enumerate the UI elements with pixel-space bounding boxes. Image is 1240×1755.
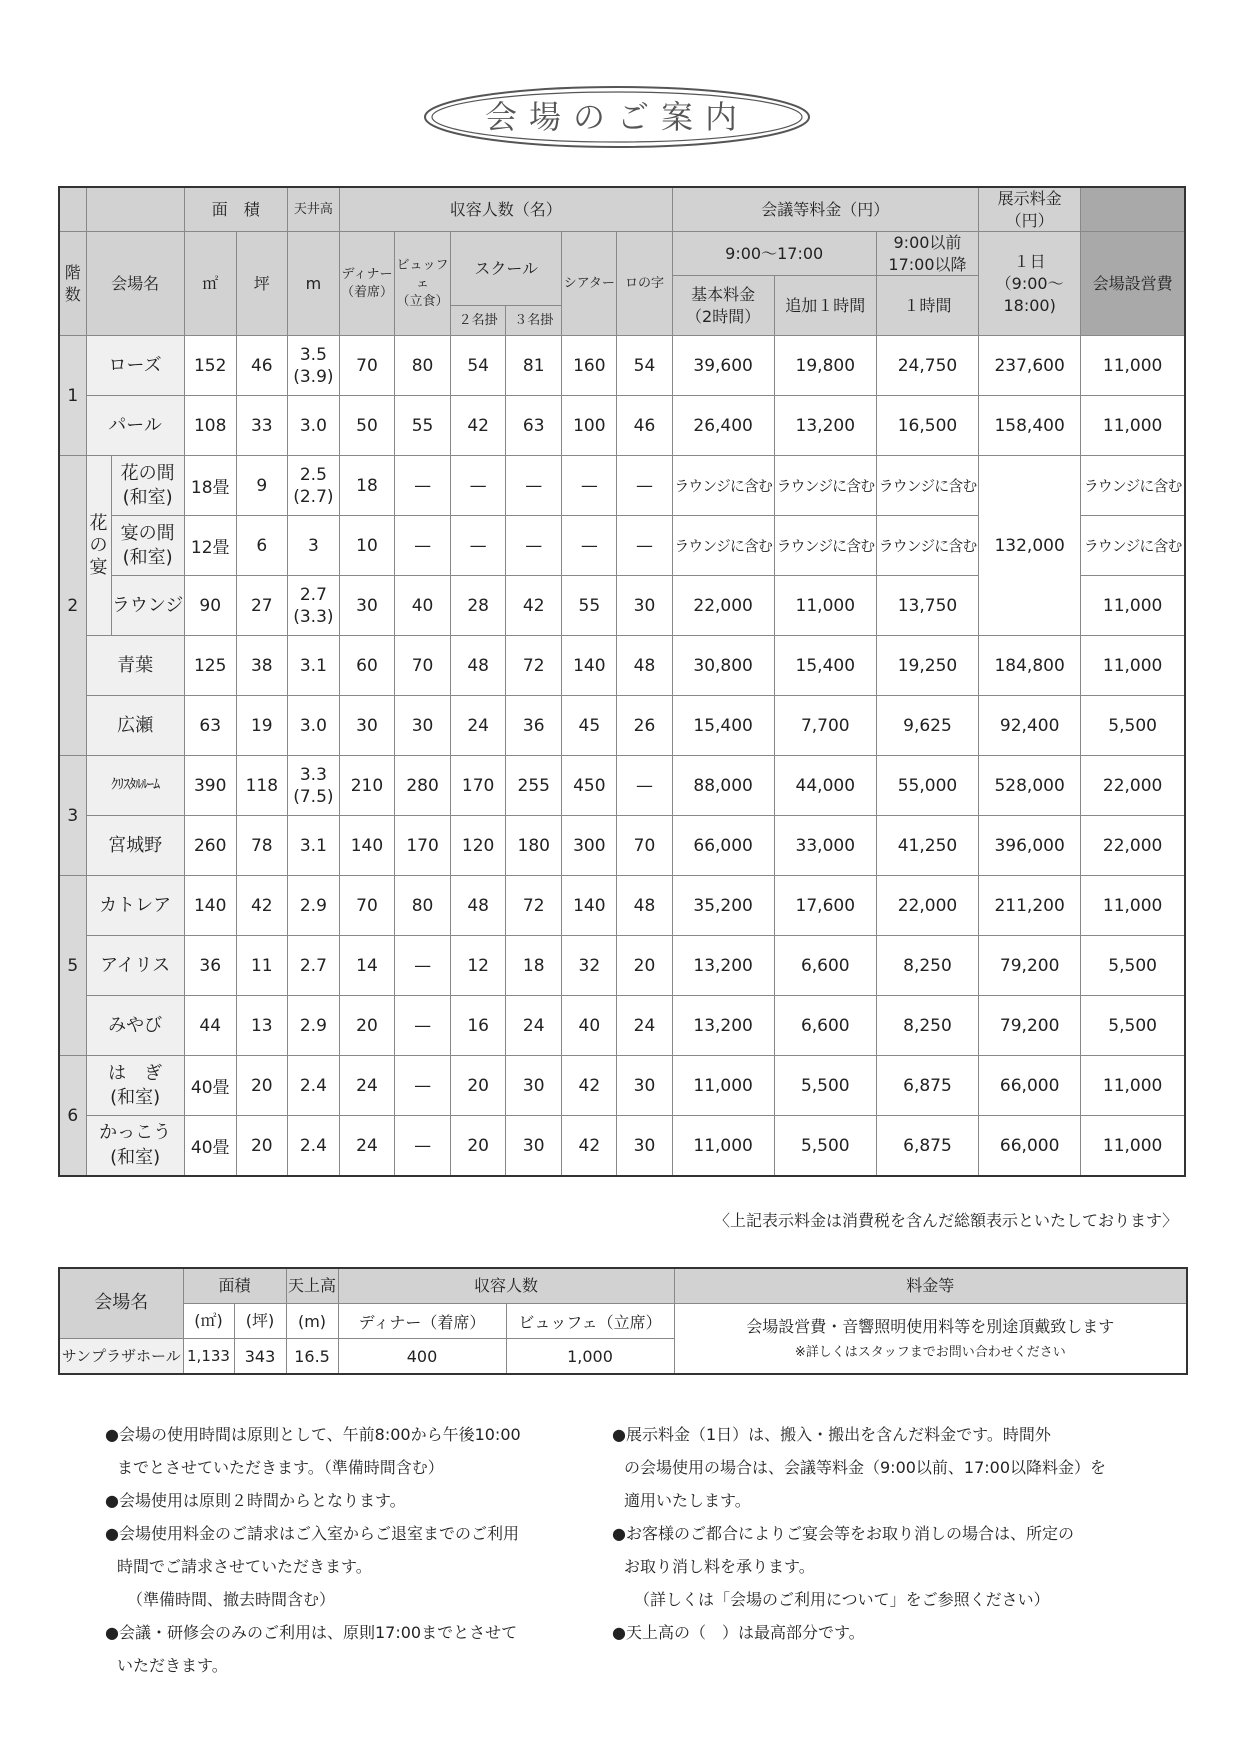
capacity-dinner: 70 xyxy=(339,876,394,936)
capacity-ushape: 24 xyxy=(617,996,672,1056)
capacity-school-3: 24 xyxy=(506,996,562,1056)
venue-name: アイリス xyxy=(86,936,184,996)
fee-base: 39,600 xyxy=(672,336,774,396)
header-area: 面 積 xyxy=(184,187,287,232)
floor-number: 3 xyxy=(59,756,86,876)
area-m2: 152 xyxy=(184,336,236,396)
area-m2: 260 xyxy=(184,816,236,876)
hall-header-ceiling: 天上高 xyxy=(286,1268,338,1304)
area-tsubo: 9 xyxy=(236,456,287,516)
fee-base: 13,200 xyxy=(672,996,774,1056)
capacity-school-3: — xyxy=(506,456,562,516)
fee-one-hour: 8,250 xyxy=(876,936,978,996)
floor-number: 2 xyxy=(59,456,86,756)
venue-name: ラウンジ xyxy=(111,576,184,636)
venue-name: みやび xyxy=(86,996,184,1056)
header-school-3: ３名掛 xyxy=(506,306,562,336)
tax-note: 〈上記表示料金は消費税を含んだ総額表示といたしております〉 xyxy=(713,1211,1178,1230)
fee-add-hour: 19,800 xyxy=(774,336,876,396)
fee-one-hour: 6,875 xyxy=(876,1056,978,1116)
ceiling-height: 2.9 xyxy=(287,996,339,1056)
capacity-school-2: 20 xyxy=(451,1056,506,1116)
capacity-school-3: 18 xyxy=(506,936,562,996)
ceiling-height: 2.4 xyxy=(287,1116,339,1176)
capacity-ushape: 30 xyxy=(617,1056,672,1116)
header-area-tsubo: 坪 xyxy=(236,232,287,336)
capacity-buffet: 70 xyxy=(395,636,451,696)
fee-add-hour: 7,700 xyxy=(774,696,876,756)
fee-setup: 11,000 xyxy=(1081,576,1185,636)
area-m2: 390 xyxy=(184,756,236,816)
note-line: 適用いたします。 xyxy=(624,1491,751,1510)
fee-add-hour: 11,000 xyxy=(774,576,876,636)
hall-ceiling: 16.5 xyxy=(286,1339,338,1375)
capacity-school-2: 42 xyxy=(451,396,506,456)
capacity-school-3: 30 xyxy=(506,1116,562,1176)
fee-setup: 11,000 xyxy=(1081,876,1185,936)
capacity-dinner: 210 xyxy=(339,756,394,816)
fee-exhibit: 237,600 xyxy=(979,336,1081,396)
capacity-dinner: 70 xyxy=(339,336,394,396)
ceiling-height: 3.1 xyxy=(287,636,339,696)
fee-setup: 11,000 xyxy=(1081,396,1185,456)
capacity-ushape: 30 xyxy=(617,576,672,636)
capacity-school-2: 16 xyxy=(451,996,506,1056)
capacity-ushape: 46 xyxy=(617,396,672,456)
capacity-school-2: 48 xyxy=(451,636,506,696)
capacity-school-3: 81 xyxy=(506,336,562,396)
header-time-main: 9:00～17:00 xyxy=(672,232,876,276)
fee-one-hour: 6,875 xyxy=(876,1116,978,1176)
capacity-dinner: 20 xyxy=(339,996,394,1056)
ceiling-height: 2.9 xyxy=(287,876,339,936)
table-row xyxy=(59,816,1185,876)
fee-one-hour: 16,500 xyxy=(876,396,978,456)
ceiling-height: 2.7 (3.3) xyxy=(287,576,339,636)
hall-buffet: 1,000 xyxy=(506,1339,674,1375)
fee-base: 11,000 xyxy=(672,1116,774,1176)
fee-one-hour: 13,750 xyxy=(876,576,978,636)
fee-base: 13,200 xyxy=(672,936,774,996)
fee-setup: ラウンジに含む xyxy=(1081,456,1185,516)
fee-base: ラウンジに含む xyxy=(672,456,774,516)
fee-base: 88,000 xyxy=(672,756,774,816)
ceiling-height: 3.5 (3.9) xyxy=(287,336,339,396)
fee-one-hour: 55,000 xyxy=(876,756,978,816)
area-tsubo: 118 xyxy=(236,756,287,816)
area-tsubo: 13 xyxy=(236,996,287,1056)
table-row xyxy=(59,696,1185,756)
note-line: ●会場の使用時間は原則として、午前8:00から午後10:00 xyxy=(105,1425,521,1444)
capacity-dinner: 24 xyxy=(339,1056,394,1116)
ceiling-height: 3.1 xyxy=(287,816,339,876)
fee-one-hour: 8,250 xyxy=(876,996,978,1056)
area-tsubo: 20 xyxy=(236,1056,287,1116)
header-exhibit-day: １日 （9:00～ 18:00) xyxy=(979,232,1081,336)
ceiling-height: 2.7 xyxy=(287,936,339,996)
group-hananoen: 花 の 宴 xyxy=(86,456,111,636)
header-theater: シアター xyxy=(562,232,617,336)
ceiling-height: 2.5 (2.7) xyxy=(287,456,339,516)
notes-right xyxy=(612,1418,1172,1649)
hall-tsubo: 343 xyxy=(234,1339,286,1375)
capacity-school-3: 255 xyxy=(506,756,562,816)
capacity-theater: 140 xyxy=(562,876,617,936)
fee-add-hour: 5,500 xyxy=(774,1116,876,1176)
area-tsubo: 42 xyxy=(236,876,287,936)
fee-base: 15,400 xyxy=(672,696,774,756)
venue-name: 花の間 (和室) xyxy=(111,456,184,516)
capacity-buffet: 30 xyxy=(395,696,451,756)
capacity-dinner: 140 xyxy=(339,816,394,876)
capacity-theater: 40 xyxy=(562,996,617,1056)
fee-exhibit: 92,400 xyxy=(979,696,1081,756)
header-fee: 会議等料金（円） xyxy=(672,187,979,232)
capacity-school-3: 180 xyxy=(506,816,562,876)
area-m2: 140 xyxy=(184,876,236,936)
fee-add-hour: 44,000 xyxy=(774,756,876,816)
capacity-ushape: 30 xyxy=(617,1116,672,1176)
capacity-dinner: 60 xyxy=(339,636,394,696)
note-line: ●天上高の（ ）は最高部分です。 xyxy=(612,1623,865,1642)
page-title: 会場のご案内 xyxy=(484,98,749,136)
fee-base: 26,400 xyxy=(672,396,774,456)
header-add-hour: 追加１時間 xyxy=(774,276,876,336)
header-blank xyxy=(86,187,184,232)
table-row xyxy=(59,756,1185,816)
area-tsubo: 46 xyxy=(236,336,287,396)
fee-add-hour: 6,600 xyxy=(774,996,876,1056)
fee-one-hour: 19,250 xyxy=(876,636,978,696)
hall-unit-tsubo: (坪) xyxy=(234,1304,286,1339)
fee-setup: 5,500 xyxy=(1081,936,1185,996)
capacity-theater: 32 xyxy=(562,936,617,996)
fee-exhibit: 132,000 xyxy=(979,456,1081,636)
fee-add-hour: 13,200 xyxy=(774,396,876,456)
fee-add-hour: ラウンジに含む xyxy=(774,516,876,576)
header-setup: 会場設営費 xyxy=(1081,232,1185,336)
fee-setup: 11,000 xyxy=(1081,636,1185,696)
capacity-ushape: 48 xyxy=(617,636,672,696)
capacity-buffet: — xyxy=(395,996,451,1056)
fee-one-hour: 22,000 xyxy=(876,876,978,936)
header-time-extra: 9:00以前 17:00以降 xyxy=(876,232,978,276)
capacity-theater: 140 xyxy=(562,636,617,696)
hall-table xyxy=(58,1267,1188,1375)
fee-setup: ラウンジに含む xyxy=(1081,516,1185,576)
capacity-theater: 160 xyxy=(562,336,617,396)
note-line: （詳しくは「会場のご利用について」をご参照ください） xyxy=(634,1590,1050,1609)
capacity-buffet: 80 xyxy=(395,876,451,936)
table-row xyxy=(59,396,1185,456)
fee-setup: 11,000 xyxy=(1081,1116,1185,1176)
note-line: ●展示料金（1日）は、搬入・搬出を含んだ料金です。時間外 xyxy=(612,1425,1051,1444)
fee-exhibit: 66,000 xyxy=(979,1116,1081,1176)
fee-base: 30,800 xyxy=(672,636,774,696)
capacity-school-2: 20 xyxy=(451,1116,506,1176)
fee-setup: 5,500 xyxy=(1081,996,1185,1056)
hall-unit-m: (m) xyxy=(286,1304,338,1339)
floor-number: 6 xyxy=(59,1056,86,1176)
ceiling-height: 3 xyxy=(287,516,339,576)
area-m2: 90 xyxy=(184,576,236,636)
capacity-theater: 450 xyxy=(562,756,617,816)
area-m2: 44 xyxy=(184,996,236,1056)
fee-one-hour: 9,625 xyxy=(876,696,978,756)
capacity-dinner: 30 xyxy=(339,696,394,756)
floor-number: 5 xyxy=(59,876,86,1056)
note-line: ●会議・研修会のみのご利用は、原則17:00までとさせて xyxy=(105,1623,518,1642)
hall-fee-note: 会場設営費・音響照明使用料等を別途頂戴致します ※詳しくはスタッフまでお問い合わせください xyxy=(674,1304,1187,1375)
capacity-ushape: 54 xyxy=(617,336,672,396)
capacity-school-3: — xyxy=(506,516,562,576)
capacity-school-2: 48 xyxy=(451,876,506,936)
header-ushape: ロの字 xyxy=(617,232,672,336)
hall-header-dinner: ディナー（着席） xyxy=(338,1304,506,1339)
venue-name: は ぎ (和室) xyxy=(86,1056,184,1116)
hall-unit-m2: (㎡) xyxy=(183,1304,234,1339)
header-setup-top xyxy=(1081,187,1185,232)
venue-table xyxy=(58,186,1186,1177)
fee-add-hour: 15,400 xyxy=(774,636,876,696)
header-exhibit: 展示料金 （円） xyxy=(979,187,1081,232)
capacity-buffet: 280 xyxy=(395,756,451,816)
capacity-school-3: 30 xyxy=(506,1056,562,1116)
hall-header-fee: 料金等 xyxy=(674,1268,1187,1304)
capacity-school-2: 24 xyxy=(451,696,506,756)
area-tsubo: 27 xyxy=(236,576,287,636)
area-tsubo: 33 xyxy=(236,396,287,456)
capacity-buffet: 55 xyxy=(395,396,451,456)
capacity-school-2: 54 xyxy=(451,336,506,396)
floor-number: 1 xyxy=(59,336,86,456)
venue-name: 青葉 xyxy=(86,636,184,696)
header-school-2: ２名掛 xyxy=(451,306,506,336)
capacity-ushape: — xyxy=(617,456,672,516)
hall-header-capacity: 収容人数 xyxy=(338,1268,674,1304)
fee-exhibit: 66,000 xyxy=(979,1056,1081,1116)
capacity-dinner: 24 xyxy=(339,1116,394,1176)
area-tsubo: 78 xyxy=(236,816,287,876)
fee-add-hour: ラウンジに含む xyxy=(774,456,876,516)
capacity-ushape: — xyxy=(617,516,672,576)
fee-base: 66,000 xyxy=(672,816,774,876)
area-tsubo: 20 xyxy=(236,1116,287,1176)
note-line: の会場使用の場合は、会議等料金（9:00以前、17:00以降料金）を xyxy=(624,1458,1107,1477)
fee-exhibit: 158,400 xyxy=(979,396,1081,456)
header-buffet: ビュッフェ （立食） xyxy=(395,232,451,336)
note-line: ●会場使用は原則２時間からとなります。 xyxy=(105,1491,406,1510)
capacity-ushape: 48 xyxy=(617,876,672,936)
fee-add-hour: 17,600 xyxy=(774,876,876,936)
table-row xyxy=(59,1116,1185,1176)
venue-name: かっこう (和室) xyxy=(86,1116,184,1176)
fee-base: 35,200 xyxy=(672,876,774,936)
venue-name: カトレア xyxy=(86,876,184,936)
capacity-ushape: 70 xyxy=(617,816,672,876)
header-ceiling-unit: m xyxy=(287,232,339,336)
fee-add-hour: 5,500 xyxy=(774,1056,876,1116)
table-row xyxy=(59,636,1185,696)
header-blank xyxy=(59,187,86,232)
capacity-buffet: — xyxy=(395,516,451,576)
fee-exhibit: 79,200 xyxy=(979,996,1081,1056)
hall-dinner: 400 xyxy=(338,1339,506,1375)
note-line: までとさせていただきます。（準備時間含む） xyxy=(117,1458,444,1477)
area-m2: 63 xyxy=(184,696,236,756)
capacity-school-2: 12 xyxy=(451,936,506,996)
header-dinner: ディナー （着席） xyxy=(339,232,394,336)
area-tsubo: 6 xyxy=(236,516,287,576)
venue-name: 宴の間 (和室) xyxy=(111,516,184,576)
ceiling-height: 2.4 xyxy=(287,1056,339,1116)
area-m2: 125 xyxy=(184,636,236,696)
capacity-school-3: 72 xyxy=(506,636,562,696)
capacity-school-2: — xyxy=(451,516,506,576)
capacity-theater: 45 xyxy=(562,696,617,756)
fee-exhibit: 396,000 xyxy=(979,816,1081,876)
fee-one-hour: 24,750 xyxy=(876,336,978,396)
area-tsubo: 19 xyxy=(236,696,287,756)
notes-left xyxy=(105,1418,575,1682)
capacity-dinner: 30 xyxy=(339,576,394,636)
capacity-ushape: — xyxy=(617,756,672,816)
note-line: ●会場使用料金のご請求はご入室からご退室までのご利用 xyxy=(105,1524,519,1543)
capacity-theater: — xyxy=(562,516,617,576)
venue-name: パール xyxy=(86,396,184,456)
fee-one-hour: ラウンジに含む xyxy=(876,456,978,516)
table-row xyxy=(59,1056,1185,1116)
hall-header-buffet: ビュッフェ（立席） xyxy=(506,1304,674,1339)
area-m2: 108 xyxy=(184,396,236,456)
capacity-school-2: 170 xyxy=(451,756,506,816)
hall-header-area: 面積 xyxy=(183,1268,286,1304)
fee-one-hour: 41,250 xyxy=(876,816,978,876)
capacity-theater: 42 xyxy=(562,1116,617,1176)
table-row xyxy=(59,996,1185,1056)
capacity-theater: 55 xyxy=(562,576,617,636)
fee-base: 22,000 xyxy=(672,576,774,636)
capacity-dinner: 14 xyxy=(339,936,394,996)
capacity-school-3: 42 xyxy=(506,576,562,636)
hall-name: サンプラザホール xyxy=(59,1339,183,1375)
header-venue: 会場名 xyxy=(86,232,184,336)
fee-base: ラウンジに含む xyxy=(672,516,774,576)
capacity-buffet: — xyxy=(395,936,451,996)
capacity-dinner: 50 xyxy=(339,396,394,456)
fee-base: 11,000 xyxy=(672,1056,774,1116)
header-school: スクール xyxy=(451,232,562,306)
area-m2: 36 xyxy=(184,936,236,996)
page-title-badge xyxy=(422,84,812,150)
header-floor: 階 数 xyxy=(59,232,86,336)
table-row xyxy=(59,936,1185,996)
fee-setup: 5,500 xyxy=(1081,696,1185,756)
fee-setup: 22,000 xyxy=(1081,816,1185,876)
fee-setup: 11,000 xyxy=(1081,336,1185,396)
table-row xyxy=(59,456,1185,516)
capacity-school-2: — xyxy=(451,456,506,516)
area-tsubo: 38 xyxy=(236,636,287,696)
table-row xyxy=(59,876,1185,936)
venue-name: 宮城野 xyxy=(86,816,184,876)
area-tsubo: 11 xyxy=(236,936,287,996)
note-line: お取り消し料を承ります。 xyxy=(624,1557,815,1576)
venue-name: ローズ xyxy=(86,336,184,396)
table-row xyxy=(59,336,1185,396)
note-line: いただきます。 xyxy=(117,1656,228,1675)
capacity-dinner: 10 xyxy=(339,516,394,576)
header-area-m2: ㎡ xyxy=(184,232,236,336)
capacity-theater: 100 xyxy=(562,396,617,456)
area-m2: 12畳 xyxy=(184,516,236,576)
note-line: 時間でご請求させていただきます。 xyxy=(117,1557,372,1576)
capacity-school-2: 120 xyxy=(451,816,506,876)
capacity-theater: 42 xyxy=(562,1056,617,1116)
capacity-school-3: 63 xyxy=(506,396,562,456)
capacity-buffet: 170 xyxy=(395,816,451,876)
header-capacity: 収容人数（名） xyxy=(339,187,672,232)
area-m2: 40畳 xyxy=(184,1056,236,1116)
capacity-dinner: 18 xyxy=(339,456,394,516)
ceiling-height: 3.0 xyxy=(287,696,339,756)
capacity-school-3: 72 xyxy=(506,876,562,936)
capacity-buffet: — xyxy=(395,456,451,516)
fee-one-hour: ラウンジに含む xyxy=(876,516,978,576)
area-m2: 40畳 xyxy=(184,1116,236,1176)
header-base: 基本料金 （2時間） xyxy=(672,276,774,336)
capacity-ushape: 20 xyxy=(617,936,672,996)
header-one-hour: １時間 xyxy=(876,276,978,336)
capacity-school-2: 28 xyxy=(451,576,506,636)
hall-header-venue: 会場名 xyxy=(59,1268,183,1339)
capacity-buffet: 80 xyxy=(395,336,451,396)
capacity-theater: 300 xyxy=(562,816,617,876)
fee-setup: 22,000 xyxy=(1081,756,1185,816)
hall-m2: 1,133 xyxy=(183,1339,234,1375)
fee-exhibit: 211,200 xyxy=(979,876,1081,936)
ceiling-height: 3.3 (7.5) xyxy=(287,756,339,816)
capacity-ushape: 26 xyxy=(617,696,672,756)
capacity-theater: — xyxy=(562,456,617,516)
fee-setup: 11,000 xyxy=(1081,1056,1185,1116)
fee-exhibit: 528,000 xyxy=(979,756,1081,816)
note-line: ●お客様のご都合によりご宴会等をお取り消しの場合は、所定の xyxy=(612,1524,1074,1543)
capacity-buffet: 40 xyxy=(395,576,451,636)
fee-add-hour: 6,600 xyxy=(774,936,876,996)
capacity-buffet: — xyxy=(395,1056,451,1116)
header-ceiling: 天井高 xyxy=(287,187,339,232)
venue-name: ｸﾘｽﾀﾙﾙｰﾑ xyxy=(86,756,184,816)
note-line: （準備時間、撤去時間含む） xyxy=(127,1590,336,1609)
ceiling-height: 3.0 xyxy=(287,396,339,456)
capacity-school-3: 36 xyxy=(506,696,562,756)
venue-name: 広瀬 xyxy=(86,696,184,756)
fee-add-hour: 33,000 xyxy=(774,816,876,876)
capacity-buffet: — xyxy=(395,1116,451,1176)
area-m2: 18畳 xyxy=(184,456,236,516)
fee-exhibit: 184,800 xyxy=(979,636,1081,696)
fee-exhibit: 79,200 xyxy=(979,936,1081,996)
